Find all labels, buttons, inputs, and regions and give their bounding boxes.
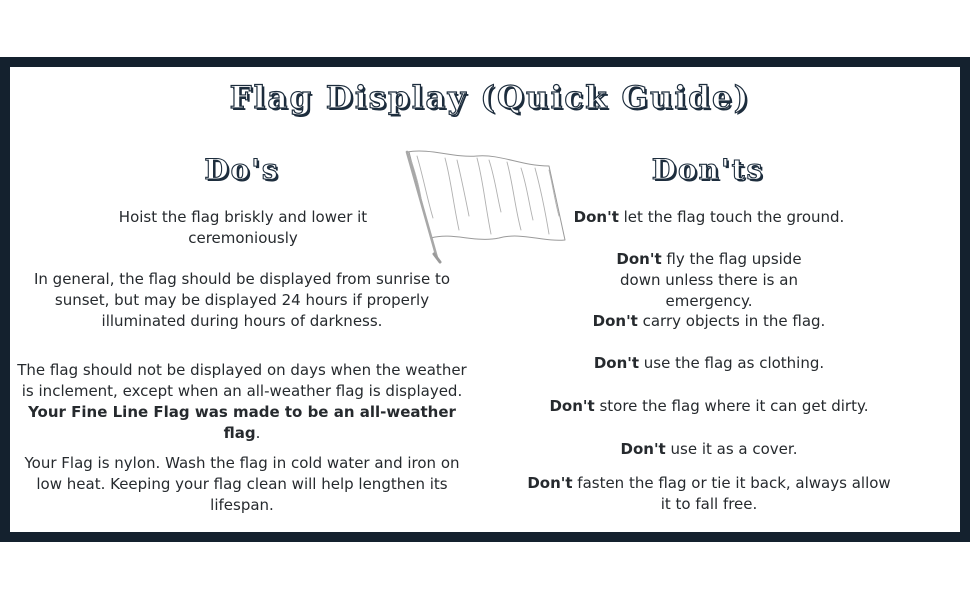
flag-icon (403, 146, 569, 264)
dos-item-hoist (112, 207, 374, 249)
dos-item-display-hours (16, 269, 468, 332)
donts-item-ground (570, 207, 848, 228)
dos-item-text: The flag should not be displayed on days when the weather is inclement, except when an all-weather flag is displayed. (17, 361, 467, 400)
donts-item-cover (570, 439, 848, 460)
donts-item-store (540, 396, 878, 417)
dos-heading: Do's (204, 153, 280, 186)
dos-item-emphasis: Your Fine Line Flag was made to be an all-weather flag (28, 403, 456, 442)
donts-item-text: let the flag touch the ground. (618, 208, 845, 226)
dos-item-text: Hoist the flag briskly and lower it ceremoniously (118, 208, 368, 247)
donts-item-text: use it as a cover. (665, 440, 798, 458)
donts-heading: Don'ts (651, 153, 765, 186)
donts-item-lead: Don't (573, 208, 619, 226)
donts-item-upside-down (594, 249, 824, 312)
donts-item-lead: Don't (616, 250, 662, 268)
donts-item-text: use the flag as clothing. (639, 354, 825, 372)
donts-item-lead: Don't (527, 474, 573, 492)
donts-item-clothing (570, 353, 848, 374)
dos-item-suffix: . (255, 424, 261, 442)
donts-item-text: fasten the flag or tie it back, always allow it to fall free. (572, 474, 891, 513)
donts-item-lead: Don't (592, 312, 638, 330)
donts-item-carry (570, 311, 848, 332)
donts-item-lead: Don't (549, 397, 595, 415)
donts-item-lead: Don't (593, 354, 640, 372)
dos-item-text: In general, the flag should be displayed from sunrise to sunset, but may be displayed 24 hours if properly illuminated during hours of darkness. (33, 270, 451, 330)
dos-item-text: Your Flag is nylon. Wash the flag in cold water and iron on low heat. Keeping your flag clean will help lengthen its lifespan. (24, 454, 460, 514)
donts-item-text: carry objects in the flag. (637, 312, 826, 330)
donts-item-fasten (524, 473, 894, 515)
dos-item-washing (22, 453, 462, 516)
page-title: Flag Display (Quick Guide) (229, 80, 751, 116)
donts-item-text: store the flag where it can get dirty. (594, 397, 869, 415)
donts-item-lead: Don't (620, 440, 666, 458)
donts-item-text: fly the flag upside down unless there is an emergency. (620, 250, 802, 310)
dos-item-weather (16, 360, 468, 444)
